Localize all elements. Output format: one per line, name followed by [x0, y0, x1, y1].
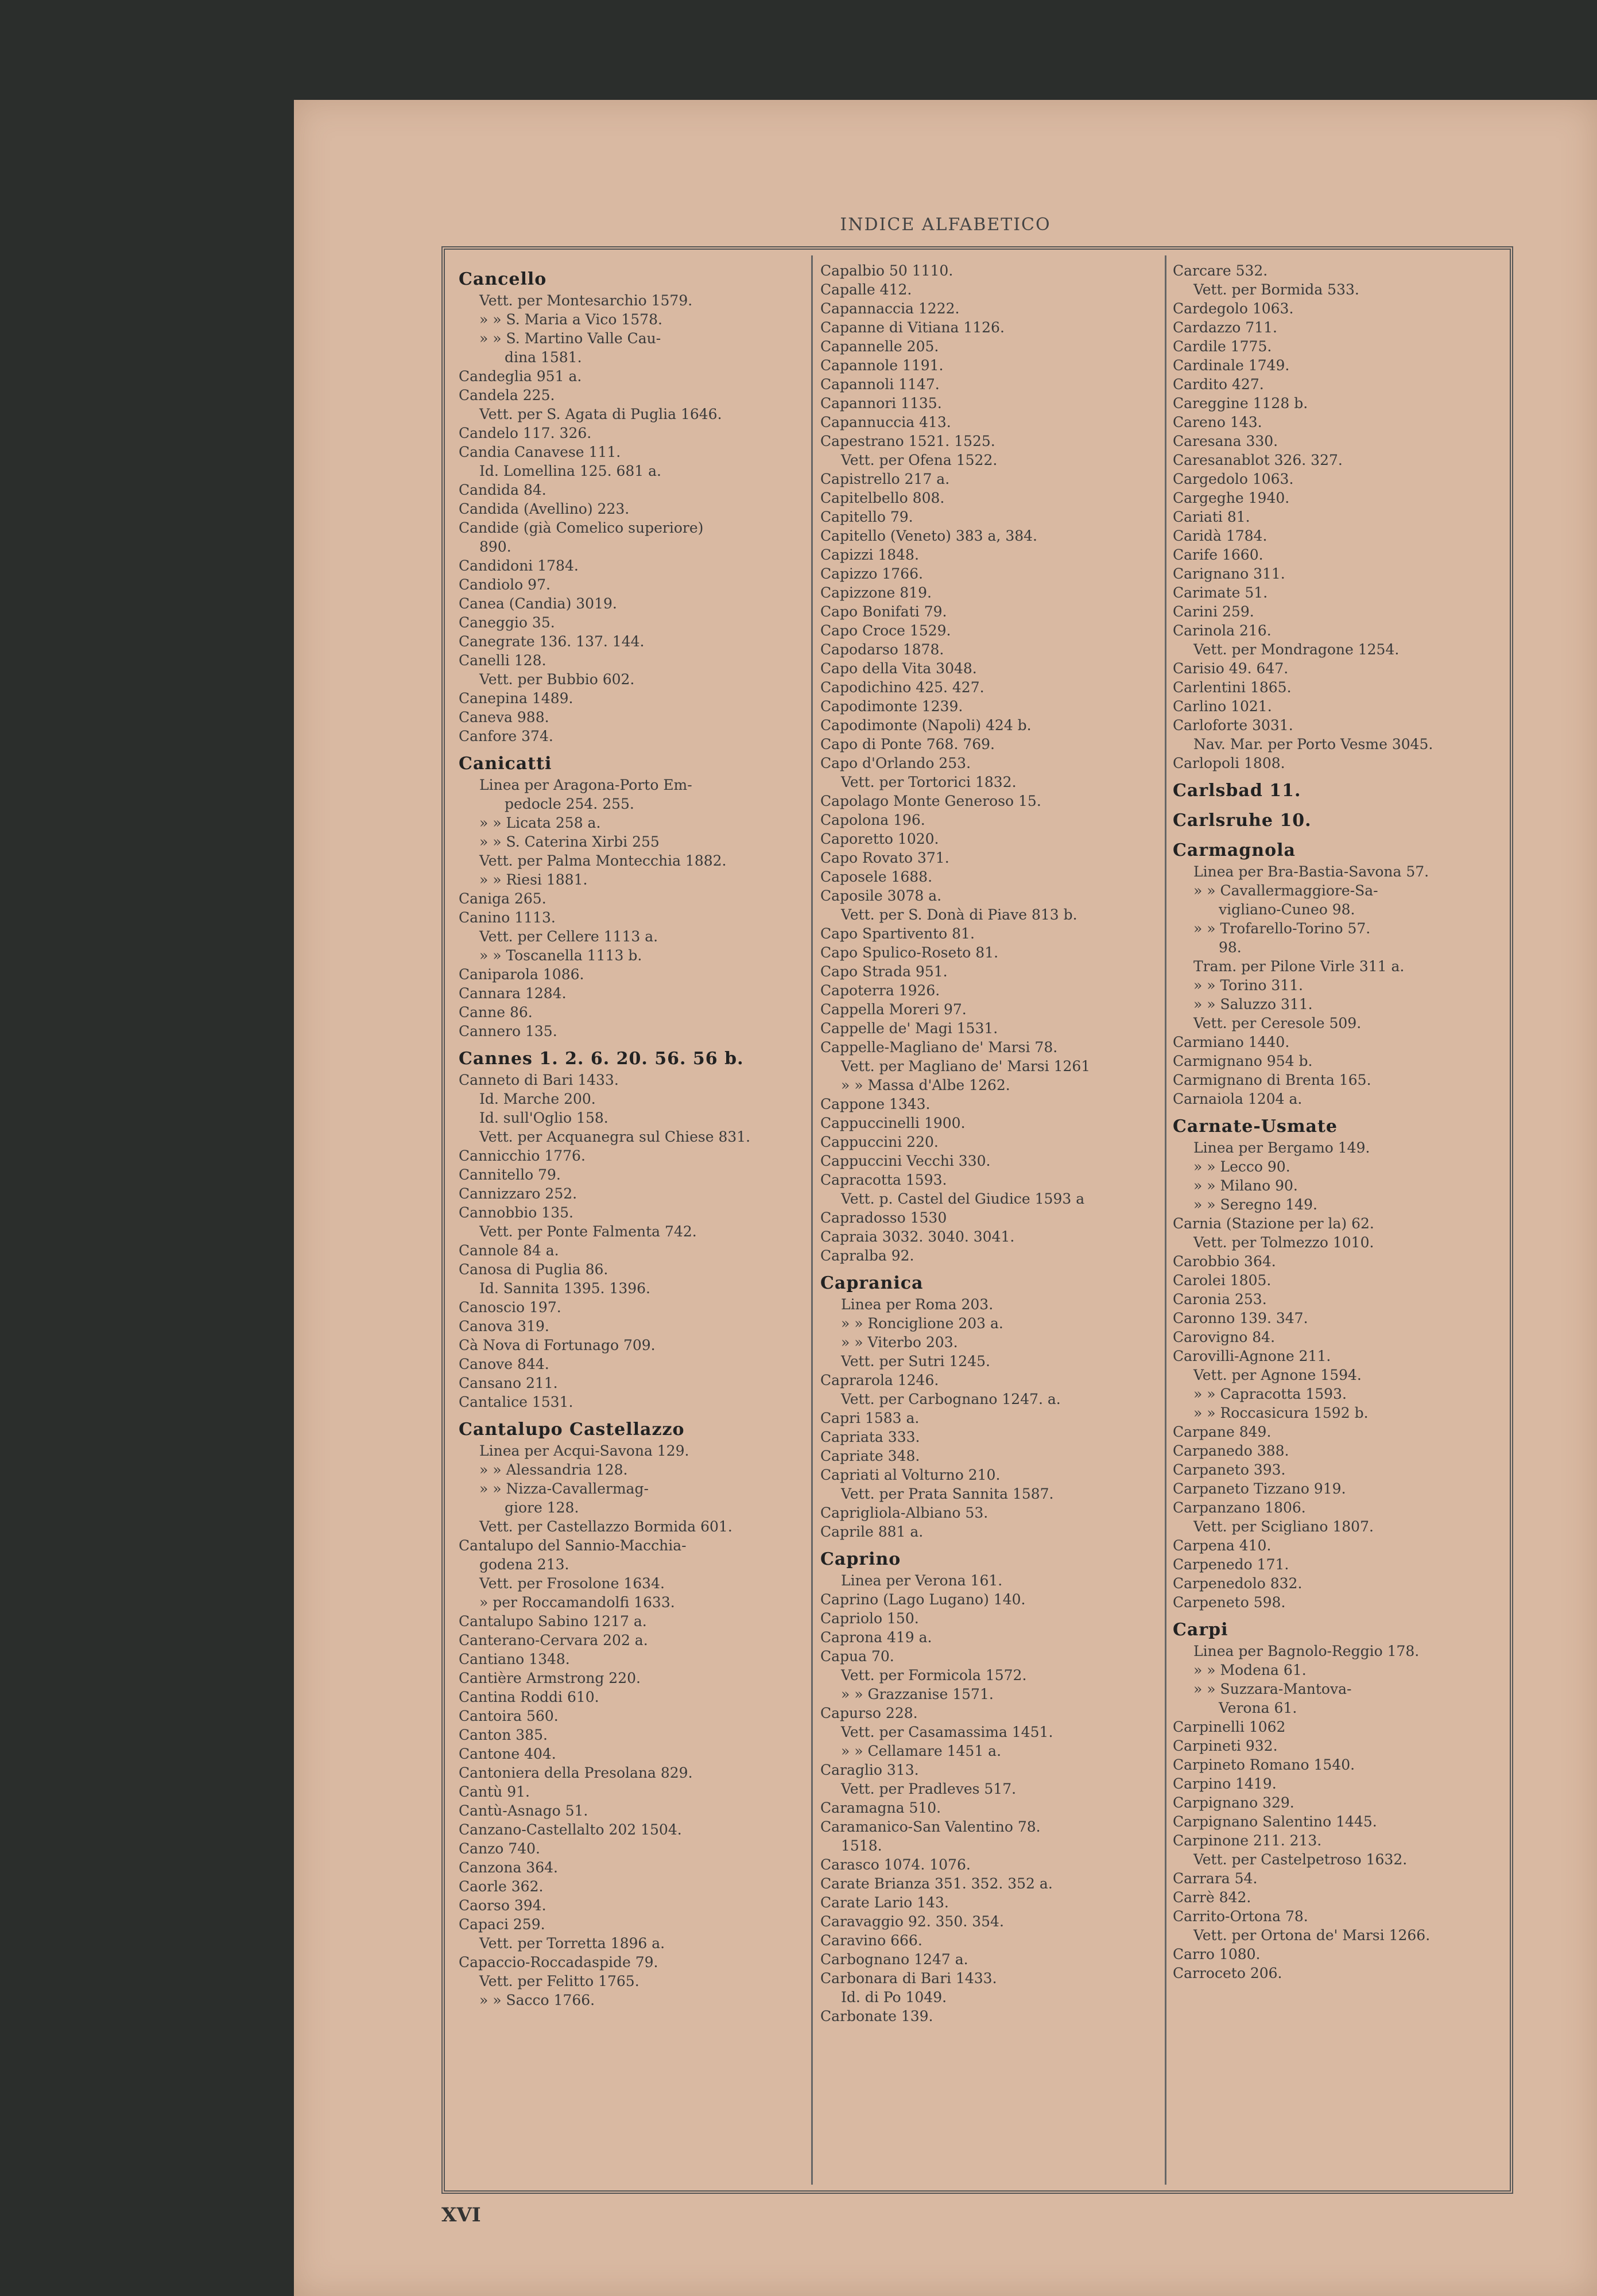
index-entry: Capistrello 217 a.	[820, 471, 950, 487]
index-entry: » » S. Caterina Xirbi 255	[479, 833, 660, 850]
index-entry: Canova 319.	[459, 1318, 549, 1335]
index-entry: Carpaneto 393.	[1173, 1461, 1286, 1478]
index-entry: » » Milano 90.	[1193, 1177, 1298, 1194]
index-entry: Carpane 849.	[1173, 1424, 1272, 1440]
index-entry: Caorso 394.	[459, 1897, 546, 1914]
index-entry: Capodimonte (Napoli) 424 b.	[820, 717, 1032, 734]
index-entry: Vett. per Prata Sannita 1587.	[841, 1486, 1054, 1502]
index-entry: Cannicchio 1776.	[459, 1147, 586, 1164]
index-entry: Vett. per S. Donà di Piave 813 b.	[841, 906, 1077, 923]
index-entry: Caprino (Lago Lugano) 140.	[820, 1591, 1026, 1608]
index-entry: Cantina Roddi 610.	[459, 1689, 599, 1705]
index-entry: Cannitello 79.	[459, 1166, 561, 1183]
index-entry: Capurso 228.	[820, 1705, 918, 1721]
index-entry: Vett. per Acquanegra sul Chiese 831.	[479, 1128, 751, 1145]
index-entry: Cardinale 1749.	[1173, 357, 1290, 374]
index-entry: » » Torino 311.	[1193, 977, 1303, 994]
index-entry: Capoterra 1926.	[820, 982, 940, 999]
index-entry: Vett. per Castellazzo Bormida 601.	[479, 1518, 732, 1535]
index-entry: Nav. Mar. per Porto Vesme 3045.	[1193, 736, 1433, 753]
index-entry: vigliano-Cuneo 98.	[1219, 901, 1355, 918]
index-entry: Capua 70.	[820, 1648, 894, 1665]
index-entry: » » Alessandria 128.	[479, 1461, 628, 1478]
index-entry: Carbonate 139.	[820, 2008, 933, 2024]
index-entry: Capaci 259.	[459, 1916, 545, 1933]
index-entry: Caorle 362.	[459, 1878, 544, 1895]
index-entry: Canegrate 136. 137. 144.	[459, 633, 645, 650]
index-entry: Verona 61.	[1219, 1700, 1297, 1716]
index-entry: Carloforte 3031.	[1173, 717, 1293, 734]
index-entry: Vett. per Ortona de' Marsi 1266.	[1193, 1927, 1431, 1944]
index-entry: Capalle 412.	[820, 281, 912, 298]
index-entry: Vett. per Carbognano 1247. a.	[841, 1391, 1061, 1407]
index-entry: » » S. Maria a Vico 1578.	[479, 311, 662, 328]
index-entry: Capalbio 50 1110.	[820, 262, 953, 279]
index-entry: Carcare 532.	[1173, 262, 1268, 279]
index-entry: Carpaneto Tizzano 919.	[1173, 1480, 1346, 1497]
index-entry: Carpino 1419.	[1173, 1775, 1277, 1792]
index-entry: Carini 259.	[1173, 603, 1254, 620]
index-entry: Cardegolo 1063.	[1173, 300, 1294, 317]
index-entry: giore 128.	[505, 1499, 579, 1516]
index-entry: Canton 385.	[459, 1727, 548, 1743]
index-entry: Carroceto 206.	[1173, 1965, 1282, 1981]
index-entry: Linea per Roma 203.	[841, 1296, 994, 1313]
index-entry: » » Capracotta 1593.	[1193, 1386, 1347, 1402]
index-entry: Tram. per Pilone Virle 311 a.	[1193, 958, 1405, 975]
index-entry: Capo Bonifati 79.	[820, 603, 947, 620]
index-entry: Carpanzano 1806.	[1173, 1499, 1306, 1516]
index-entry: Vett. per Sutri 1245.	[841, 1353, 990, 1370]
index-entry: Cappone 1343.	[820, 1096, 931, 1112]
index-entry: Cantalupo Sabino 1217 a.	[459, 1613, 647, 1630]
index-entry: Canneto di Bari 1433.	[459, 1072, 619, 1088]
index-entry: Carpanedo 388.	[1173, 1442, 1289, 1459]
index-entry: Cardazzo 711.	[1173, 319, 1277, 336]
index-heading: Carnate-Usmate	[1173, 1116, 1338, 1137]
index-entry: Caronno 139. 347.	[1173, 1310, 1308, 1327]
index-entry: Careno 143.	[1173, 414, 1262, 430]
index-entry: Caravino 666.	[820, 1932, 922, 1949]
index-entry: Cantalupo del Sannio-Macchia-	[459, 1537, 687, 1554]
index-entry: Carrè 842.	[1173, 1889, 1251, 1906]
index-entry: Vett. per Cellere 1113 a.	[479, 928, 658, 945]
index-entry: Capo Strada 951.	[820, 963, 948, 980]
index-entry: Vett. per Formicola 1572.	[841, 1667, 1027, 1684]
index-entry: Linea per Aragona-Porto Em-	[479, 777, 692, 793]
index-entry: Capitello 79.	[820, 509, 913, 525]
index-entry: Vett. per Frosolone 1634.	[479, 1575, 665, 1592]
index-entry: Canino 1113.	[459, 909, 556, 926]
index-entry: Carisio 49. 647.	[1173, 660, 1289, 677]
index-entry: Linea per Bra-Bastia-Savona 57.	[1193, 863, 1429, 880]
index-entry: Vett. per Ofena 1522.	[841, 452, 998, 468]
index-entry: Candeglia 951 a.	[459, 368, 582, 385]
index-entry: Caridà 1784.	[1173, 528, 1267, 544]
index-column-1	[459, 261, 803, 2179]
index-entry: Vett. per Bubbio 602.	[479, 671, 635, 688]
index-entry: Capannoli 1147.	[820, 376, 940, 393]
index-entry: Linea per Acqui-Savona 129.	[479, 1442, 689, 1459]
index-entry: Carbognano 1247 a.	[820, 1951, 968, 1968]
index-entry: Id. Sannita 1395. 1396.	[479, 1280, 650, 1297]
index-entry: Carpinone 211. 213.	[1173, 1832, 1322, 1849]
index-entry: Cantù 91.	[459, 1783, 530, 1800]
index-entry: Capradosso 1530	[820, 1209, 947, 1226]
index-heading: Carmagnola	[1173, 840, 1296, 860]
index-entry: Capannori 1135.	[820, 395, 942, 412]
index-heading: Cancello	[459, 269, 547, 289]
index-entry: Candida (Avellino) 223.	[459, 501, 630, 517]
index-entry: Carovilli-Agnone 211.	[1173, 1348, 1331, 1364]
index-entry: Cardito 427.	[1173, 376, 1264, 393]
index-entry: Canzona 364.	[459, 1859, 558, 1876]
index-entry: Carimate 51.	[1173, 584, 1268, 601]
index-entry: Carpineto Romano 1540.	[1173, 1756, 1355, 1773]
index-entry: Vett. per Scigliano 1807.	[1193, 1518, 1374, 1535]
index-entry: » » Lecco 90.	[1193, 1158, 1290, 1175]
index-entry: Cannobbio 135.	[459, 1204, 573, 1221]
index-entry: Vett. per Palma Montecchia 1882.	[479, 852, 727, 869]
index-entry: Cantière Armstrong 220.	[459, 1670, 641, 1686]
index-entry: Caprarola 1246.	[820, 1372, 939, 1389]
index-entry: godena 213.	[479, 1556, 569, 1573]
index-entry: Carpena 410.	[1173, 1537, 1272, 1554]
index-entry: » » S. Martino Valle Cau-	[479, 330, 661, 347]
index-heading: Carlsbad 11.	[1173, 781, 1301, 801]
index-entry: Vett. per Casamassima 1451.	[841, 1724, 1053, 1740]
index-entry: Cantone 404.	[459, 1746, 556, 1762]
index-entry: pedocle 254. 255.	[505, 796, 634, 812]
index-entry: Cappuccini Vecchi 330.	[820, 1153, 991, 1169]
index-entry: Caniparola 1086.	[459, 966, 584, 983]
index-entry: Capannelle 205.	[820, 338, 939, 355]
index-entry: Caprona 419 a.	[820, 1629, 932, 1646]
index-entry: Capodichino 425. 427.	[820, 679, 984, 696]
index-entry: Caneva 988.	[459, 709, 549, 726]
index-entry: Carpeneto 598.	[1173, 1594, 1286, 1611]
index-entry: » » Toscanella 1113 b.	[479, 947, 642, 964]
index-entry: Carbonara di Bari 1433.	[820, 1970, 997, 1987]
index-entry: Carrara 54.	[1173, 1870, 1258, 1887]
book-page	[294, 100, 1597, 2296]
index-entry: Vett. per Tolmezzo 1010.	[1193, 1234, 1374, 1251]
index-entry: Candiolo 97.	[459, 576, 551, 593]
index-entry: Id. Marche 200.	[479, 1091, 596, 1107]
index-entry: Carpinelli 1062	[1173, 1719, 1286, 1735]
index-entry: Carignano 311.	[1173, 565, 1285, 582]
index-entry: » per Roccamandolfi 1633.	[479, 1594, 675, 1611]
index-entry: Capizzone 819.	[820, 584, 932, 601]
index-entry: » » Cavallermaggiore-Sa-	[1193, 882, 1378, 899]
index-entry: Cantiano 1348.	[459, 1651, 570, 1667]
page-header: INDICE ALFABETICO	[840, 215, 1051, 235]
index-entry: 98.	[1219, 939, 1242, 956]
index-entry: » » Riesi 1881.	[479, 871, 588, 888]
index-entry: Vett. per Bormida 533.	[1193, 281, 1359, 298]
index-entry: Cantoira 560.	[459, 1708, 559, 1724]
index-entry: Id. Lomellina 125. 681 a.	[479, 463, 661, 479]
index-entry: Capriata 333.	[820, 1429, 920, 1445]
index-entry: Cantù-Asnago 51.	[459, 1802, 588, 1819]
index-entry: Carate Lario 143.	[820, 1894, 949, 1911]
index-entry: Caresana 330.	[1173, 433, 1278, 449]
index-entry: Carro 1080.	[1173, 1946, 1261, 1963]
index-entry: Capitello (Veneto) 383 a, 384.	[820, 528, 1037, 544]
index-entry: Cà Nova di Fortunago 709.	[459, 1337, 656, 1353]
index-entry: Canove 844.	[459, 1356, 549, 1372]
index-entry: Carpenedolo 832.	[1173, 1575, 1303, 1592]
index-entry: Canterano-Cervara 202 a.	[459, 1632, 648, 1649]
index-entry: Canosa di Puglia 86.	[459, 1261, 608, 1278]
index-entry: Cantoniera della Presolana 829.	[459, 1764, 693, 1781]
index-entry: » » Roccasicura 1592 b.	[1193, 1405, 1369, 1421]
index-entry: Capriate 348.	[820, 1448, 920, 1464]
index-entry: Canepina 1489.	[459, 690, 573, 707]
index-heading: Capranica	[820, 1273, 924, 1293]
index-entry: Carpineti 932.	[1173, 1737, 1278, 1754]
index-entry: Cannara 1284.	[459, 985, 567, 1002]
index-entry: Capizzi 1848.	[820, 546, 919, 563]
index-entry: Caprile 881 a.	[820, 1523, 924, 1540]
index-entry: Caneggio 35.	[459, 614, 555, 631]
index-entry: Cappelle de' Magi 1531.	[820, 1020, 998, 1037]
index-entry: Capralba 92.	[820, 1247, 914, 1264]
index-entry: Vett. per Castelpetroso 1632.	[1193, 1851, 1408, 1868]
index-entry: Cannole 84 a.	[459, 1242, 559, 1259]
index-entry: » » Seregno 149.	[1193, 1196, 1317, 1213]
index-entry: Vett. per Ponte Falmenta 742.	[479, 1223, 697, 1240]
index-entry: Carnia (Stazione per la) 62.	[1173, 1215, 1374, 1232]
index-entry: » » Grazzanise 1571.	[841, 1686, 994, 1702]
index-entry: Capitelbello 808.	[820, 490, 945, 506]
index-entry: Cannero 135.	[459, 1023, 557, 1040]
index-entry: Carovigno 84.	[1173, 1329, 1276, 1345]
index-entry: Caronia 253.	[1173, 1291, 1267, 1308]
index-frame	[441, 246, 1513, 2194]
index-entry: Vett. per Tortorici 1832.	[841, 774, 1017, 790]
index-entry: Caniga 265.	[459, 890, 546, 907]
index-entry: Carpignano 329.	[1173, 1794, 1294, 1811]
index-heading: Carlsruhe 10.	[1173, 810, 1312, 831]
index-entry: Caramanico-San Valentino 78.	[820, 1818, 1041, 1835]
index-entry: Cariati 81.	[1173, 509, 1250, 525]
index-entry: Carrito-Ortona 78.	[1173, 1908, 1308, 1925]
index-entry: Cannizzaro 252.	[459, 1185, 577, 1202]
index-entry: Candida 84.	[459, 482, 546, 498]
index-entry: dina 1581.	[505, 349, 582, 366]
index-entry: Capo Croce 1529.	[820, 622, 951, 639]
index-entry: Candide (già Comelico superiore)	[459, 519, 704, 536]
index-entry: 1518.	[841, 1837, 882, 1854]
index-entry: Carpignano Salentino 1445.	[1173, 1813, 1377, 1830]
index-entry: Vett. per Ceresole 509.	[1193, 1015, 1362, 1031]
index-entry: Canne 86.	[459, 1004, 533, 1021]
index-entry: » » Trofarello-Torino 57.	[1193, 920, 1371, 937]
index-entry: » » Nizza-Cavallermag-	[479, 1480, 649, 1497]
index-entry: » » Saluzzo 311.	[1193, 996, 1313, 1013]
index-entry: Capri 1583 a.	[820, 1410, 920, 1426]
index-entry: Capo Spartivento 81.	[820, 925, 975, 942]
index-entry: Carasco 1074. 1076.	[820, 1856, 971, 1873]
index-entry: Capracotta 1593.	[820, 1172, 947, 1188]
index-entry: » » Ronciglione 203 a.	[841, 1315, 1003, 1332]
index-entry: Capo Rovato 371.	[820, 850, 949, 866]
index-entry: Vett. p. Castel del Giudice 1593 a	[841, 1190, 1085, 1207]
index-entry: Capodimonte 1239.	[820, 698, 963, 715]
index-entry: Capo di Ponte 768. 769.	[820, 736, 995, 753]
column-rule	[1165, 255, 1166, 2185]
index-entry: Candidoni 1784.	[459, 557, 579, 574]
index-entry: Canzano-Castellalto 202 1504.	[459, 1821, 682, 1838]
index-entry: Cargedolo 1063.	[1173, 471, 1294, 487]
index-entry: Carobbio 364.	[1173, 1253, 1276, 1270]
index-entry: Carate Brianza 351. 352. 352 a.	[820, 1875, 1053, 1892]
index-entry: Careggine 1128 b.	[1173, 395, 1308, 412]
index-entry: Capriati al Volturno 210.	[820, 1467, 1001, 1483]
index-entry: Capriolo 150.	[820, 1610, 919, 1627]
index-entry: Capodarso 1878.	[820, 641, 944, 658]
index-entry: » » Suzzara-Mantova-	[1193, 1681, 1352, 1697]
index-entry: Caravaggio 92. 350. 354.	[820, 1913, 1004, 1930]
index-entry: Cardile 1775.	[1173, 338, 1272, 355]
index-entry: Capannaccia 1222.	[820, 300, 960, 317]
index-entry: Capanne di Vitiana 1126.	[820, 319, 1005, 336]
index-entry: Capolona 196.	[820, 812, 925, 828]
index-entry: Caresanablot 326. 327.	[1173, 452, 1343, 468]
index-entry: Carlentini 1865.	[1173, 679, 1292, 696]
index-entry: Cansano 211.	[459, 1375, 558, 1391]
index-heading: Cantalupo Castellazzo	[459, 1420, 685, 1440]
index-entry: Capo Spulico-Roseto 81.	[820, 944, 999, 961]
index-entry: Vett. per Montesarchio 1579.	[479, 292, 693, 309]
index-entry: » » Modena 61.	[1193, 1662, 1307, 1678]
index-entry: Cantalice 1531.	[459, 1394, 573, 1410]
index-entry: Candelo 117. 326.	[459, 425, 592, 441]
index-heading: Canicatti	[459, 754, 552, 774]
index-entry: Carolei 1805.	[1173, 1272, 1272, 1289]
index-entry: Canea (Candia) 3019.	[459, 595, 617, 612]
index-entry: Caraglio 313.	[820, 1762, 919, 1778]
index-entry: Linea per Bagnolo-Reggio 178.	[1193, 1643, 1420, 1659]
index-entry: Carpenedo 171.	[1173, 1556, 1289, 1573]
index-entry: Cappuccinelli 1900.	[820, 1115, 966, 1131]
index-entry: Vett. per Agnone 1594.	[1193, 1367, 1362, 1383]
index-entry: Carife 1660.	[1173, 546, 1263, 563]
index-entry: Carmignano 954 b.	[1173, 1053, 1313, 1069]
index-entry: Capolago Monte Generoso 15.	[820, 793, 1041, 809]
index-entry: Cargeghe 1940.	[1173, 490, 1290, 506]
index-entry: Linea per Verona 161.	[841, 1572, 1003, 1589]
column-rule	[811, 255, 813, 2185]
index-entry: Caramagna 510.	[820, 1799, 941, 1816]
index-entry: Cappuccini 220.	[820, 1134, 939, 1150]
index-entry: Cappelle-Magliano de' Marsi 78.	[820, 1039, 1058, 1056]
index-entry: Canelli 128.	[459, 652, 546, 669]
index-entry: Capo d'Orlando 253.	[820, 755, 971, 771]
index-entry: Caprigliola-Albiano 53.	[820, 1504, 989, 1521]
index-entry: Id. di Po 1049.	[841, 1989, 947, 2006]
index-entry: Vett. per Pradleves 517.	[841, 1781, 1017, 1797]
index-entry: Candia Canavese 111.	[459, 444, 621, 460]
index-heading: Caprino	[820, 1549, 901, 1569]
index-column-3	[1173, 261, 1511, 2179]
index-entry: Capraia 3032. 3040. 3041.	[820, 1228, 1015, 1245]
index-entry: Canfore 374.	[459, 728, 553, 744]
index-entry: » » Licata 258 a.	[479, 815, 601, 831]
index-entry: Capestrano 1521. 1525.	[820, 433, 995, 449]
index-entry: » » Cellamare 1451 a.	[841, 1743, 1002, 1759]
index-heading: Cannes 1. 2. 6. 20. 56. 56 b.	[459, 1049, 744, 1069]
index-entry: Id. sull'Oglio 158.	[479, 1110, 608, 1126]
index-entry: Capizzo 1766.	[820, 565, 923, 582]
index-entry: Canzo 740.	[459, 1840, 540, 1857]
index-entry: Caporetto 1020.	[820, 831, 939, 847]
index-entry: Vett. per Magliano de' Marsi 1261	[841, 1058, 1091, 1075]
index-entry: Canoscio 197.	[459, 1299, 561, 1316]
index-entry: Vett. per S. Agata di Puglia 1646.	[479, 406, 722, 422]
index-entry: » » Sacco 1766.	[479, 1992, 595, 2008]
index-entry: Capannuccia 413.	[820, 414, 951, 430]
index-entry: Capannole 1191.	[820, 357, 944, 374]
index-heading: Carpi	[1173, 1620, 1228, 1640]
index-entry: Vett. per Torretta 1896 a.	[479, 1935, 665, 1952]
index-entry: 890.	[479, 538, 511, 555]
page-number: XVI	[441, 2204, 481, 2227]
index-entry: Caposele 1688.	[820, 868, 933, 885]
index-column-2	[820, 261, 1165, 2179]
index-entry: Carmignano di Brenta 165.	[1173, 1072, 1371, 1088]
index-entry: Carlino 1021.	[1173, 698, 1272, 715]
index-entry: Linea per Bergamo 149.	[1193, 1139, 1370, 1156]
index-entry: » » Viterbo 203.	[841, 1334, 958, 1351]
index-entry: Carlopoli 1808.	[1173, 755, 1285, 771]
index-entry: Carnaiola 1204 a.	[1173, 1091, 1303, 1107]
index-entry: » » Massa d'Albe 1262.	[841, 1077, 1010, 1093]
index-entry: Carinola 216.	[1173, 622, 1272, 639]
index-entry: Capo della Vita 3048.	[820, 660, 977, 677]
index-entry: Carmiano 1440.	[1173, 1034, 1290, 1050]
index-entry: Capaccio-Roccadaspide 79.	[459, 1954, 658, 1971]
index-entry: Vett. per Mondragone 1254.	[1193, 641, 1400, 658]
index-entry: Cappella Moreri 97.	[820, 1001, 967, 1018]
index-entry: Candela 225.	[459, 387, 555, 404]
index-entry: Caposile 3078 a.	[820, 887, 942, 904]
index-entry: Vett. per Felitto 1765.	[479, 1973, 639, 1989]
